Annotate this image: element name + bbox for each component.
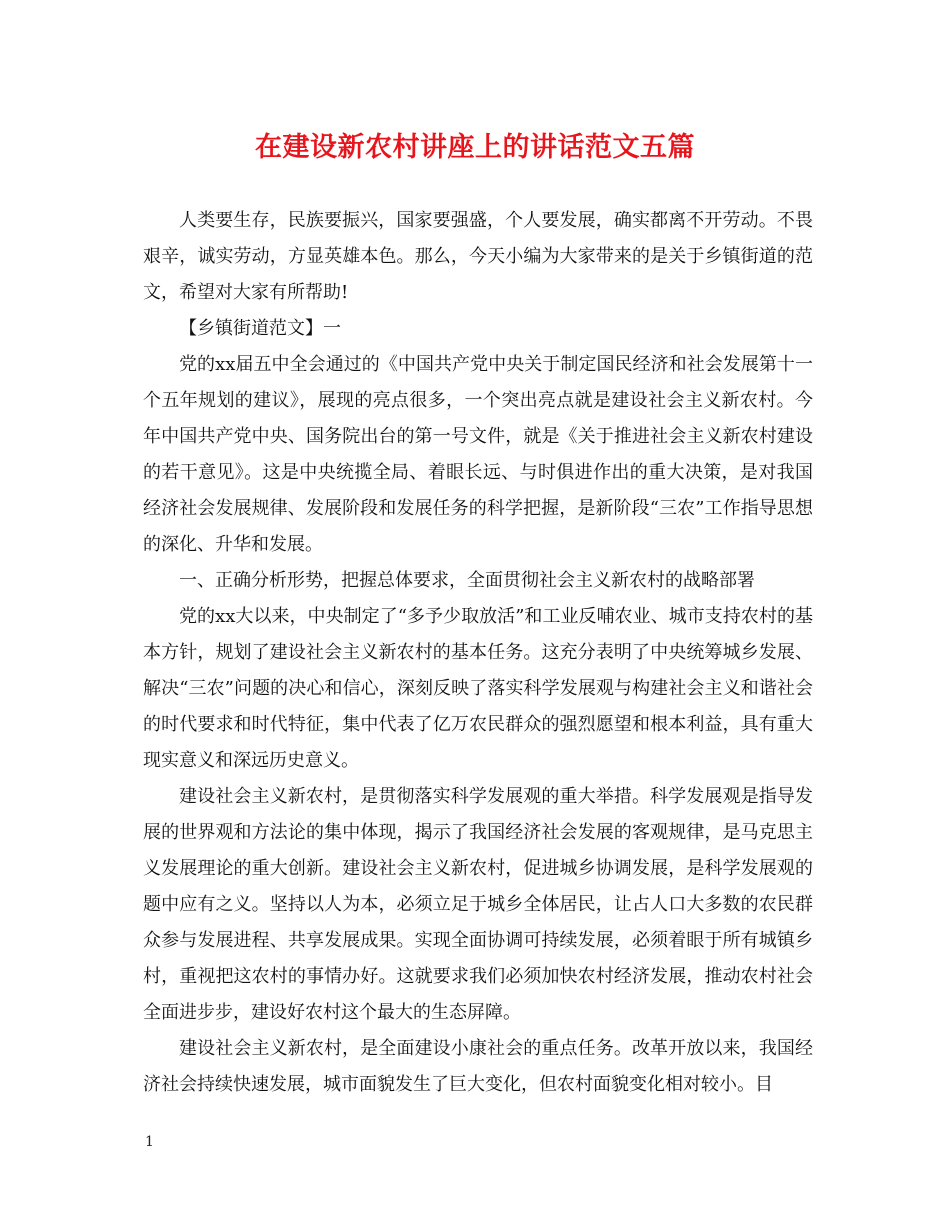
section-heading-1: 【乡镇街道范文】一 (179, 318, 341, 339)
page-number: 1 (145, 1134, 154, 1150)
paragraph-intro: 人类要生存，民族要振兴，国家要强盛，个人要发展，确实都离不开劳动。不畏艰辛，诚实劳动，方显英雄本色。那么，今天小编为大家带来的是关于乡镇街道的范文，希望对大家有所帮助! (143, 210, 813, 303)
paragraph-4: 建设社会主义新农村，是全面建设小康社会的重点任务。改革开放以来，我国经济社会持续快速发展，城市面貌发生了巨大变化，但农村面貌变化相对较小。目 (143, 1038, 813, 1095)
document-body (143, 203, 813, 1103)
document-title: 在建设新农村讲座上的讲话范文五篇 (255, 132, 695, 163)
subheading-1: 一、正确分析形势，把握总体要求，全面贯彻社会主义新农村的战略部署 (179, 570, 755, 591)
paragraph-2: 党的xx大以来，中央制定了“多予少取放活”和工业反哺农业、城市支持农村的基本方针，规划了建设社会主义新农村的基本任务。这充分表明了中央统筹城乡发展、解决“三农”问题的决心和信心，深刻反映了落实科学发展观与构建社会主义和谐社会的时代要求和时代特征，集中代表了亿万农民群众的强烈愿望和根本利益，具有重大现实意义和深远历史意义。 (143, 606, 813, 771)
paragraph-1: 党的xx届五中全会通过的《中国共产党中央关于制定国民经济和社会发展第十一个五年规划的建议》，展现的亮点很多，一个突出亮点就是建设社会主义新农村。今年中国共产党中央、国务院出台的第一号文件，就是《关于推进社会主义新农村建设的若干意见》。这是中央统揽全局、着眼长远、与时俱进作出的重大决策，是对我国经济社会发展规律、发展阶段和发展任务的科学把握，是新阶段“三农”工作指导思想的深化、升华和发展。 (143, 354, 813, 555)
paragraph-3: 建设社会主义新农村，是贯彻落实科学发展观的重大举措。科学发展观是指导发展的世界观和方法论的集中体现，揭示了我国经济社会发展的客观规律，是马克思主义发展理论的重大创新。建设社会主义新农村，促进城乡协调发展，是科学发展观的题中应有之义。坚持以人为本，必须立足于城乡全体居民，让占人口大多数的农民群众参与发展进程、共享发展成果。实现全面协调可持续发展，必须着眼于所有城镇乡村，重视把这农村的事情办好。这就要求我们必须加快农村经济发展，推动农村社会全面进步步，建设好农村这个最大的生态屏障。 (143, 786, 813, 1023)
